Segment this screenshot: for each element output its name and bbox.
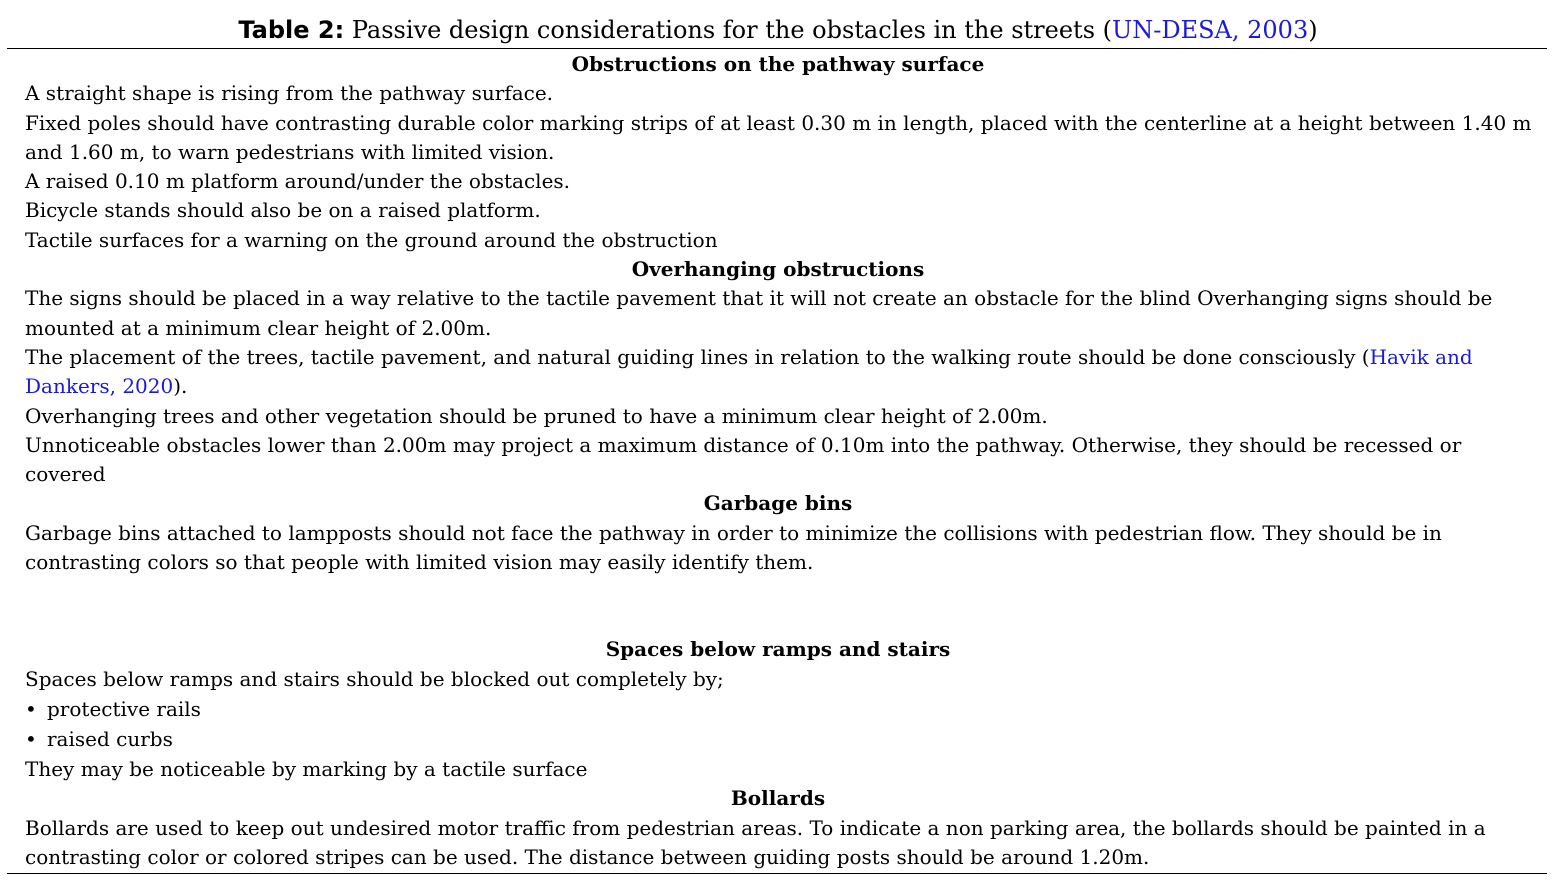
bullet-icon: • — [25, 727, 37, 752]
pathway-item: A straight shape is rising from the pathway surface. — [25, 81, 554, 106]
table-body — [25, 50, 1535, 872]
section-title-garbage: Garbage bins — [703, 491, 853, 516]
overhanging-item-close: ). — [173, 374, 188, 399]
top-rule — [7, 48, 1547, 49]
bottom-rule — [7, 873, 1547, 874]
caption-citation-link[interactable]: UN-DESA, 2003 — [1112, 16, 1309, 44]
pathway-item: Fixed poles should have contrasting durable color marking strips of at least 0.30 m in length, placed with the centerline at a height between 1.40 m and 1.60 m, to warn pedestrians with limited vision. — [25, 110, 1532, 164]
list-item-text: raised curbs — [47, 727, 173, 752]
section-title-pathway: Obstructions on the pathway surface — [571, 52, 985, 76]
section-title-overhanging: Overhanging obstructions — [631, 257, 925, 282]
section-title-ramps: Spaces below ramps and stairs — [605, 637, 951, 662]
table-caption — [0, 14, 1556, 46]
blank-row — [25, 577, 1535, 635]
list-item — [25, 694, 1535, 725]
bollards-text: Bollards are used to keep out undesired motor traffic from pedestrian areas. To indicate a non parking area, the bollards should be painted in a contrasting color or colored stripes can be used. The distance between guiding posts should be around 1.20m. — [25, 815, 1486, 869]
caption-close: ) — [1308, 16, 1318, 44]
overhanging-item: Overhanging trees and other vegetation should be pruned to have a minimum clear height of 2.00m. — [25, 403, 1048, 428]
garbage-text: Garbage bins attached to lampposts should not face the pathway in order to minimize the collisions with pedestrian flow. They should be in contrasting colors so that people with limited vision may easily identify them. — [25, 520, 1442, 575]
overhanging-item-text: The placement of the trees, tactile pavement, and natural guiding lines in relation to the walking route should be done consciously ( — [25, 344, 1370, 369]
havik-citation-link[interactable]: Havik and Dankers, 2020 — [25, 344, 1473, 399]
pathway-item: Tactile surfaces for a warning on the ground around the obstruction — [25, 227, 718, 252]
pathway-item: Bicycle stands should also be on a raised platform. — [25, 198, 541, 223]
ramps-intro: Spaces below ramps and stairs should be blocked out completely by; — [25, 666, 724, 691]
section-title-bollards: Bollards — [730, 786, 826, 811]
overhanging-item: Unnoticeable obstacles lower than 2.00m may project a maximum distance of 0.10m into the pathway. Otherwise, they should be recessed or covered — [25, 432, 1462, 487]
overhanging-item — [25, 343, 1535, 402]
bullet-icon: • — [25, 696, 37, 721]
list-item-text: protective rails — [47, 696, 201, 721]
ramps-outro: They may be noticeable by marking by a tactile surface — [25, 756, 588, 781]
list-item — [25, 724, 1535, 755]
table-label: Table 2: — [238, 16, 345, 44]
caption-text: Passive design considerations for the obstacles in the streets ( — [344, 16, 1112, 44]
overhanging-item: The signs should be placed in a way relative to the tactile pavement that it will not create an obstacle for the blind Overhanging signs should be mounted at a minimum clear height of 2.00m. — [25, 286, 1493, 340]
ramps-bullet-list — [25, 694, 1535, 755]
pathway-item: A raised 0.10 m platform around/under the obstacles. — [25, 169, 571, 194]
